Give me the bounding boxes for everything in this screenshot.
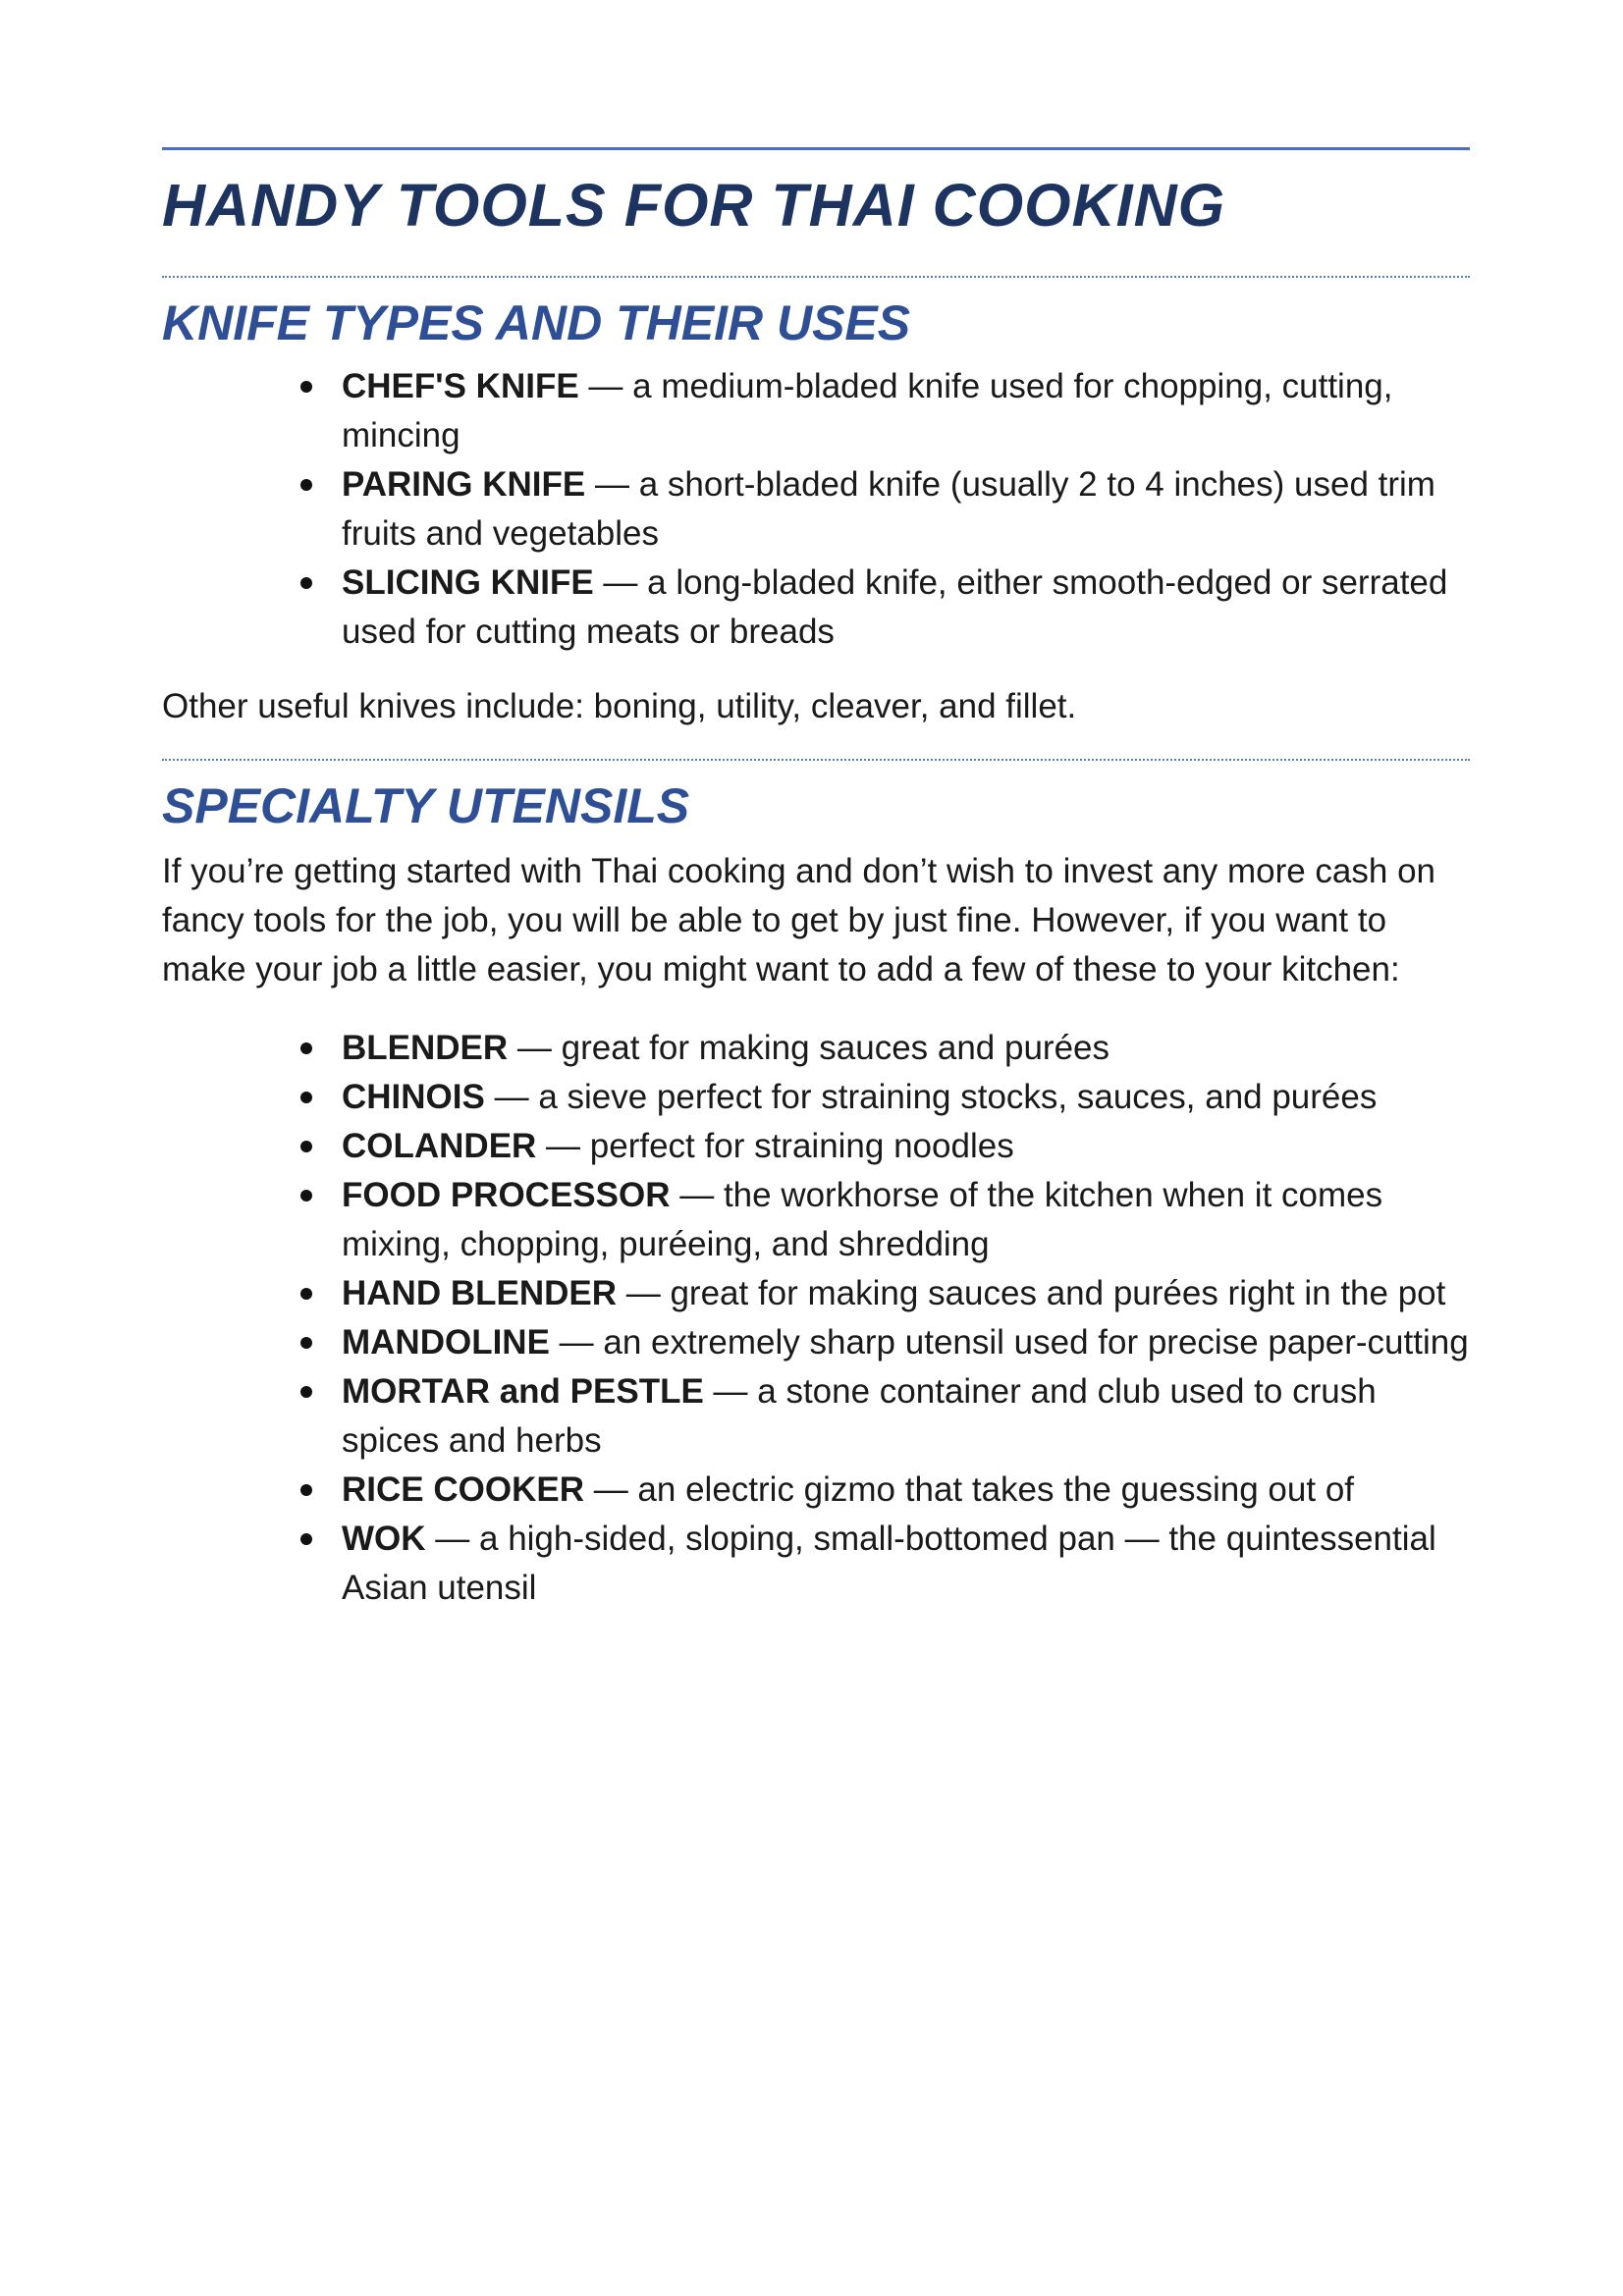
section-divider: [162, 759, 1470, 761]
item-term: HAND BLENDER: [342, 1274, 617, 1312]
bullet-icon: [300, 1337, 312, 1349]
bullet-icon: [300, 381, 312, 393]
item-term: CHINOIS: [342, 1078, 485, 1116]
list-item: [342, 1024, 1470, 1073]
item-description: a long-bladed knife, either smooth-edged or serrated used for cutting meats or breads: [342, 563, 1448, 651]
list-item: [342, 362, 1470, 460]
bullet-icon: [300, 577, 312, 589]
bullet-icon: [300, 1533, 312, 1545]
item-term: BLENDER: [342, 1029, 509, 1067]
bullet-icon: [300, 1288, 312, 1300]
item-description: a medium-bladed knife used for chopping, cutting, mincing: [342, 367, 1393, 454]
item-term: CHEF'S KNIFE: [342, 367, 579, 405]
item-separator: —: [484, 1078, 539, 1116]
bullet-icon: [300, 1141, 312, 1152]
item-separator: —: [578, 367, 633, 405]
list-item: [342, 559, 1470, 657]
item-separator: —: [425, 1520, 479, 1558]
section-heading-knife-types: KNIFE TYPES AND THEIR USES: [162, 295, 911, 350]
item-term: WOK: [342, 1520, 426, 1558]
item-term: COLANDER: [342, 1127, 537, 1165]
list-item: [342, 1122, 1470, 1171]
list-item: [342, 1367, 1470, 1466]
title-top-rule: [162, 147, 1470, 150]
list-item: [342, 1073, 1470, 1122]
specialty-utensils-list: [162, 1024, 1470, 1613]
bullet-icon: [300, 1190, 312, 1201]
item-separator: —: [703, 1372, 758, 1411]
section-heading-specialty-utensils: SPECIALTY UTENSILS: [162, 778, 690, 833]
item-description: a sieve perfect for straining stocks, sauces, and purées: [538, 1078, 1378, 1116]
item-separator: —: [585, 465, 639, 504]
item-term: PARING KNIFE: [342, 465, 586, 504]
bullet-icon: [300, 1484, 312, 1496]
item-description: a short-bladed knife (usually 2 to 4 inches) used trim fruits and vegetables: [342, 465, 1435, 553]
document-page: [162, 147, 1470, 1613]
bullet-icon: [300, 1386, 312, 1398]
item-description: the workhorse of the kitchen when it comes mixing, chopping, puréeing, and shredding: [342, 1176, 1383, 1263]
bullet-icon: [300, 479, 312, 491]
item-description: an extremely sharp utensil used for precise paper-cutting: [603, 1323, 1469, 1362]
section-divider: [162, 276, 1470, 278]
list-item: [342, 1269, 1470, 1318]
item-description: a stone container and club used to crush spices and herbs: [342, 1372, 1377, 1460]
list-item: [342, 1515, 1470, 1613]
item-term: MANDOLINE: [342, 1323, 550, 1362]
item-description: great for making sauces and purées right in the pot: [670, 1274, 1446, 1312]
item-separator: —: [508, 1029, 562, 1067]
item-description: a high-sided, sloping, small-bottomed pan — the quintessential Asian utensil: [342, 1520, 1436, 1607]
other-knives-note: Other useful knives include: boning, utility, cleaver, and fillet.: [162, 687, 1077, 725]
item-separator: —: [617, 1274, 671, 1312]
specialty-intro-paragraph: If you’re getting started with Thai cooking and don’t wish to invest any more cash on fancy tools for the job, you will be able to get by just fine. However, if you want to make your job a little easier, you might want to add a few of these to your kitchen:: [162, 852, 1436, 988]
item-separator: —: [536, 1127, 590, 1165]
bullet-icon: [300, 1042, 312, 1054]
item-separator: —: [583, 1470, 638, 1509]
list-item: [342, 1318, 1470, 1367]
item-description: great for making sauces and purées: [561, 1029, 1110, 1067]
item-description: perfect for straining noodles: [589, 1127, 1014, 1165]
item-term: SLICING KNIFE: [342, 563, 594, 602]
list-item: [342, 1171, 1470, 1269]
item-separator: —: [670, 1176, 724, 1214]
bullet-icon: [300, 1092, 312, 1103]
item-term: RICE COOKER: [342, 1470, 584, 1509]
list-item: [342, 1466, 1470, 1515]
item-separator: —: [549, 1323, 604, 1362]
knife-types-list: [162, 362, 1470, 657]
item-description: an electric gizmo that takes the guessing out of: [637, 1470, 1355, 1509]
item-separator: —: [593, 563, 648, 602]
list-item: [342, 460, 1470, 559]
item-term: MORTAR and PESTLE: [342, 1372, 704, 1411]
item-term: FOOD PROCESSOR: [342, 1176, 671, 1214]
document-title: HANDY TOOLS FOR THAI COOKING: [162, 172, 1226, 239]
